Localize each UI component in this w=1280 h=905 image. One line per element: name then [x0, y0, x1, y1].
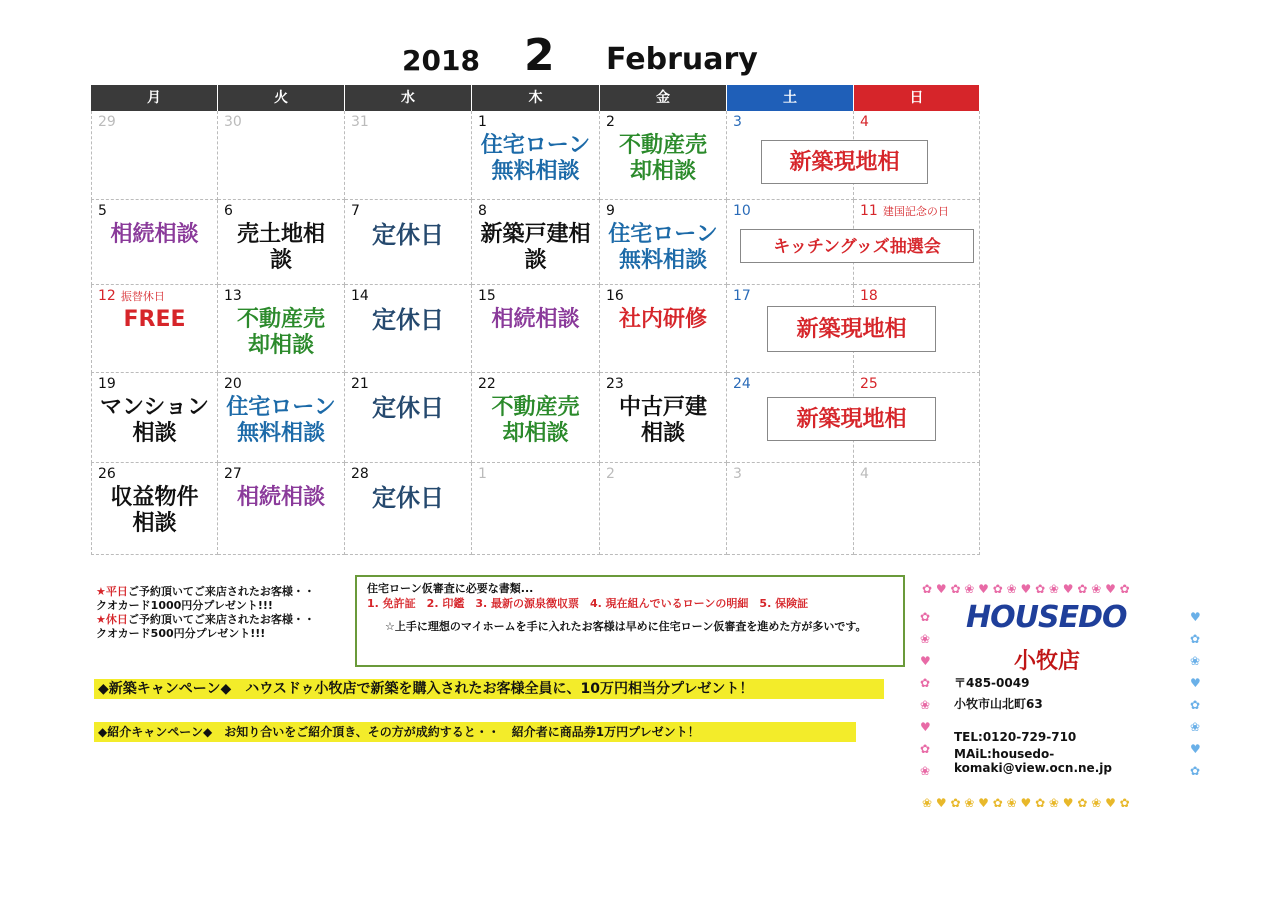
day-cell	[91, 373, 218, 463]
day-number	[860, 203, 949, 219]
shop-postal: 〒485-0049	[954, 676, 1030, 690]
title-month-en: February	[606, 42, 758, 77]
day-number	[733, 203, 751, 219]
event-line: 新築戸建相	[480, 222, 591, 247]
weekday-header: 金	[600, 85, 727, 111]
day-event	[218, 485, 344, 511]
day-event	[472, 395, 599, 447]
day-cell	[345, 200, 472, 285]
day-number	[224, 288, 242, 304]
event-line: 住宅ローン	[226, 395, 336, 420]
day-event	[600, 133, 726, 185]
day-number	[224, 376, 242, 392]
day-event	[345, 307, 471, 333]
event-line: 却相談	[247, 333, 314, 358]
campaign-new-build: ◆新築キャンペーン◆ ハウスドゥ小牧店で新築を購入されたお客様全員に、10万円相当分プレゼント！	[94, 679, 884, 699]
event-line: FREE	[123, 307, 186, 332]
day-number-text: 4	[860, 466, 869, 482]
event-line: 相談	[640, 421, 685, 446]
day-cell	[218, 200, 345, 285]
calendar-title	[0, 28, 1280, 88]
weekday-header: 木	[472, 85, 600, 111]
event-line: 相談	[132, 511, 177, 536]
day-number-text: 12	[98, 288, 116, 304]
flower-border-icon: ✿ ♥ ✿ ❀ ♥ ✿ ❀ ♥ ✿ ❀ ♥ ✿ ❀ ♥ ✿	[922, 582, 1130, 596]
day-number	[860, 288, 878, 304]
day-event	[92, 222, 217, 248]
day-number-text: 1	[478, 466, 487, 482]
day-number	[351, 114, 369, 130]
new-build-open-house: 新築現地相	[767, 306, 936, 352]
day-number	[98, 288, 165, 304]
event-line: 定休日	[372, 484, 444, 512]
day-number	[224, 466, 242, 482]
weekday-header: 土	[727, 85, 854, 111]
day-number	[733, 114, 742, 130]
event-line: 相続相談	[491, 307, 580, 332]
event-line: 相続相談	[236, 485, 325, 510]
day-number-text: 8	[478, 203, 487, 219]
day-number	[606, 376, 624, 392]
day-number-text: 18	[860, 288, 878, 304]
day-number-text: 2	[606, 114, 615, 130]
day-cell	[91, 463, 218, 555]
day-number	[351, 466, 369, 482]
day-event	[472, 307, 599, 333]
event-line: 売土地相	[236, 222, 325, 247]
day-number	[98, 114, 116, 130]
day-cell	[472, 111, 600, 200]
day-cell	[472, 200, 600, 285]
day-number-text: 11	[860, 203, 878, 219]
holiday-label: 建国記念の日	[882, 205, 949, 218]
day-cell	[472, 463, 600, 555]
day-number-text: 30	[224, 114, 242, 130]
event-line: 不動産売	[618, 133, 707, 158]
day-number-text: 21	[351, 376, 369, 392]
day-cell	[600, 200, 727, 285]
shop-tel: TEL:0120-729-710	[954, 730, 1077, 744]
event-line: 却相談	[502, 421, 569, 446]
campaign-referral: ◆紹介キャンペーン◆ お知り合いをご紹介頂き、その方が成約すると・・ 紹介者に商品券1万円プレゼント！	[94, 722, 856, 742]
note-weekday-gift: クオカード1000円分プレゼント!!!	[96, 599, 273, 612]
note-holiday-mark: ★休日	[96, 613, 128, 626]
day-number-text: 7	[351, 203, 360, 219]
day-number-text: 17	[733, 288, 751, 304]
day-number-text: 20	[224, 376, 242, 392]
note-weekday-mark: ★平日	[96, 585, 128, 598]
weekday-header: 水	[345, 85, 472, 111]
day-number-text: 28	[351, 466, 369, 482]
day-event	[345, 395, 471, 421]
shop-address: 小牧市山北町63	[954, 697, 1043, 711]
day-cell	[218, 373, 345, 463]
loan-documents-box	[355, 575, 905, 667]
day-cell	[218, 285, 345, 373]
day-number-text: 9	[606, 203, 615, 219]
day-event	[600, 307, 726, 333]
event-line: 住宅ローン	[608, 222, 718, 247]
day-number-text: 22	[478, 376, 496, 392]
event-line: 無料相談	[491, 159, 580, 184]
day-cell	[600, 373, 727, 463]
kitchen-goods-lottery: キッチングッズ抽選会	[740, 229, 974, 263]
event-line: マンション	[99, 395, 209, 420]
event-line: 相談	[132, 421, 177, 446]
day-cell	[472, 373, 600, 463]
shop-name: 小牧店	[1014, 649, 1081, 674]
day-number-text: 5	[98, 203, 107, 219]
holiday-label: 振替休日	[120, 290, 165, 303]
loan-title: 住宅ローン仮審査に必要な書類...	[367, 582, 534, 595]
day-number	[733, 288, 751, 304]
event-line: 中古戸建	[618, 395, 707, 420]
day-number-text: 14	[351, 288, 369, 304]
day-number	[860, 376, 878, 392]
day-number-text: 25	[860, 376, 878, 392]
day-number-text: 3	[733, 466, 742, 482]
day-event	[92, 485, 217, 537]
day-cell	[91, 111, 218, 200]
day-number-text: 26	[98, 466, 116, 482]
day-cell	[472, 285, 600, 373]
day-number	[98, 376, 116, 392]
day-number-text: 3	[733, 114, 742, 130]
day-event	[92, 395, 217, 447]
day-event	[472, 222, 599, 274]
day-number	[351, 376, 369, 392]
day-cell	[218, 111, 345, 200]
day-cell	[727, 463, 854, 555]
day-number	[478, 114, 487, 130]
day-number	[606, 114, 615, 130]
loan-message: ☆上手に理想のマイホームを手に入れたお客様は早めに住宅ローン仮審査を進めた方が多いです。	[385, 620, 867, 633]
day-cell	[345, 111, 472, 200]
note-weekday-text: ご予約頂いてご来店されたお客様・・	[127, 585, 315, 598]
housedo-logo: HOUSEDO	[966, 600, 1127, 635]
day-number	[98, 203, 107, 219]
day-number	[478, 203, 487, 219]
calendar-grid	[91, 85, 980, 555]
visit-notes	[96, 585, 315, 641]
note-holiday-text: ご予約頂いてご来店されたお客様・・	[127, 613, 315, 626]
day-cell	[600, 285, 727, 373]
day-number	[606, 466, 615, 482]
day-number	[606, 203, 615, 219]
day-event	[472, 133, 599, 185]
day-number	[478, 288, 496, 304]
day-number-text: 4	[860, 114, 869, 130]
day-number-text: 19	[98, 376, 116, 392]
weekday-header: 日	[854, 85, 980, 111]
day-number-text: 16	[606, 288, 624, 304]
day-number-text: 13	[224, 288, 242, 304]
event-line: 住宅ローン	[480, 133, 591, 158]
day-number	[224, 203, 233, 219]
day-number	[606, 288, 624, 304]
event-line: 談	[269, 248, 292, 273]
title-year: 2018	[402, 44, 480, 77]
day-event	[218, 307, 344, 359]
flower-border-bottom-icon: ❀ ♥ ✿ ❀ ♥ ✿ ❀ ♥ ✿ ❀ ♥ ✿ ❀ ♥ ✿	[922, 796, 1130, 810]
day-number-text: 29	[98, 114, 116, 130]
day-event	[345, 222, 471, 248]
day-event	[600, 395, 726, 447]
event-line: 無料相談	[618, 248, 707, 273]
day-number-text: 31	[351, 114, 369, 130]
event-line: 無料相談	[236, 421, 325, 446]
weekday-header: 月	[91, 85, 218, 111]
loan-docs: 1. 免許証 2. 印鑑 3. 最新の源泉徴収票 4. 現在組んでいるローンの明細 5. 保険証	[367, 597, 809, 610]
day-cell	[91, 200, 218, 285]
day-number	[351, 288, 369, 304]
event-line: 不動産売	[491, 395, 580, 420]
day-number	[98, 466, 116, 482]
day-event	[345, 485, 471, 511]
event-line: 不動産売	[236, 307, 325, 332]
day-number	[478, 466, 487, 482]
new-build-open-house: 新築現地相	[767, 397, 936, 441]
weekday-header: 火	[218, 85, 345, 111]
new-build-open-house: 新築現地相	[761, 140, 928, 184]
note-holiday-gift: クオカード500円分プレゼント!!!	[96, 627, 266, 640]
event-line: 定休日	[372, 394, 444, 422]
day-cell	[218, 463, 345, 555]
event-line: 社内研修	[618, 307, 707, 332]
title-month: 2	[524, 30, 555, 81]
day-number-text: 23	[606, 376, 624, 392]
flower-border-right-icon: ♥ ✿ ❀ ♥ ✿ ❀ ♥ ✿	[1190, 610, 1201, 778]
day-number-text: 1	[478, 114, 487, 130]
flower-border-left-icon: ✿ ❀ ♥ ✿ ❀ ♥ ✿ ❀	[920, 610, 931, 778]
day-number-text: 6	[224, 203, 233, 219]
event-line: 却相談	[629, 159, 696, 184]
day-number	[860, 114, 869, 130]
day-event	[218, 222, 344, 274]
day-event	[600, 222, 726, 274]
day-cell	[854, 463, 980, 555]
day-cell	[345, 285, 472, 373]
day-cell	[600, 111, 727, 200]
day-number-text: 27	[224, 466, 242, 482]
day-number	[224, 114, 242, 130]
day-number	[478, 376, 496, 392]
day-number-text: 24	[733, 376, 751, 392]
event-line: 相続相談	[110, 222, 199, 247]
event-line: 談	[524, 248, 547, 273]
shop-mail: MAiL:housedo-komaki@view.ocn.ne.jp	[954, 747, 1112, 775]
day-event	[92, 307, 217, 333]
day-number-text: 15	[478, 288, 496, 304]
event-line: 定休日	[372, 306, 444, 334]
day-number	[860, 466, 869, 482]
day-number-text: 2	[606, 466, 615, 482]
day-cell	[91, 285, 218, 373]
event-line: 定休日	[372, 221, 444, 249]
day-number-text: 10	[733, 203, 751, 219]
event-line: 収益物件	[110, 485, 199, 510]
day-cell	[600, 463, 727, 555]
day-cell	[345, 463, 472, 555]
day-cell	[345, 373, 472, 463]
day-event	[218, 395, 344, 447]
shop-card	[918, 578, 1208, 814]
day-number	[733, 376, 751, 392]
day-number	[733, 466, 742, 482]
day-number	[351, 203, 360, 219]
